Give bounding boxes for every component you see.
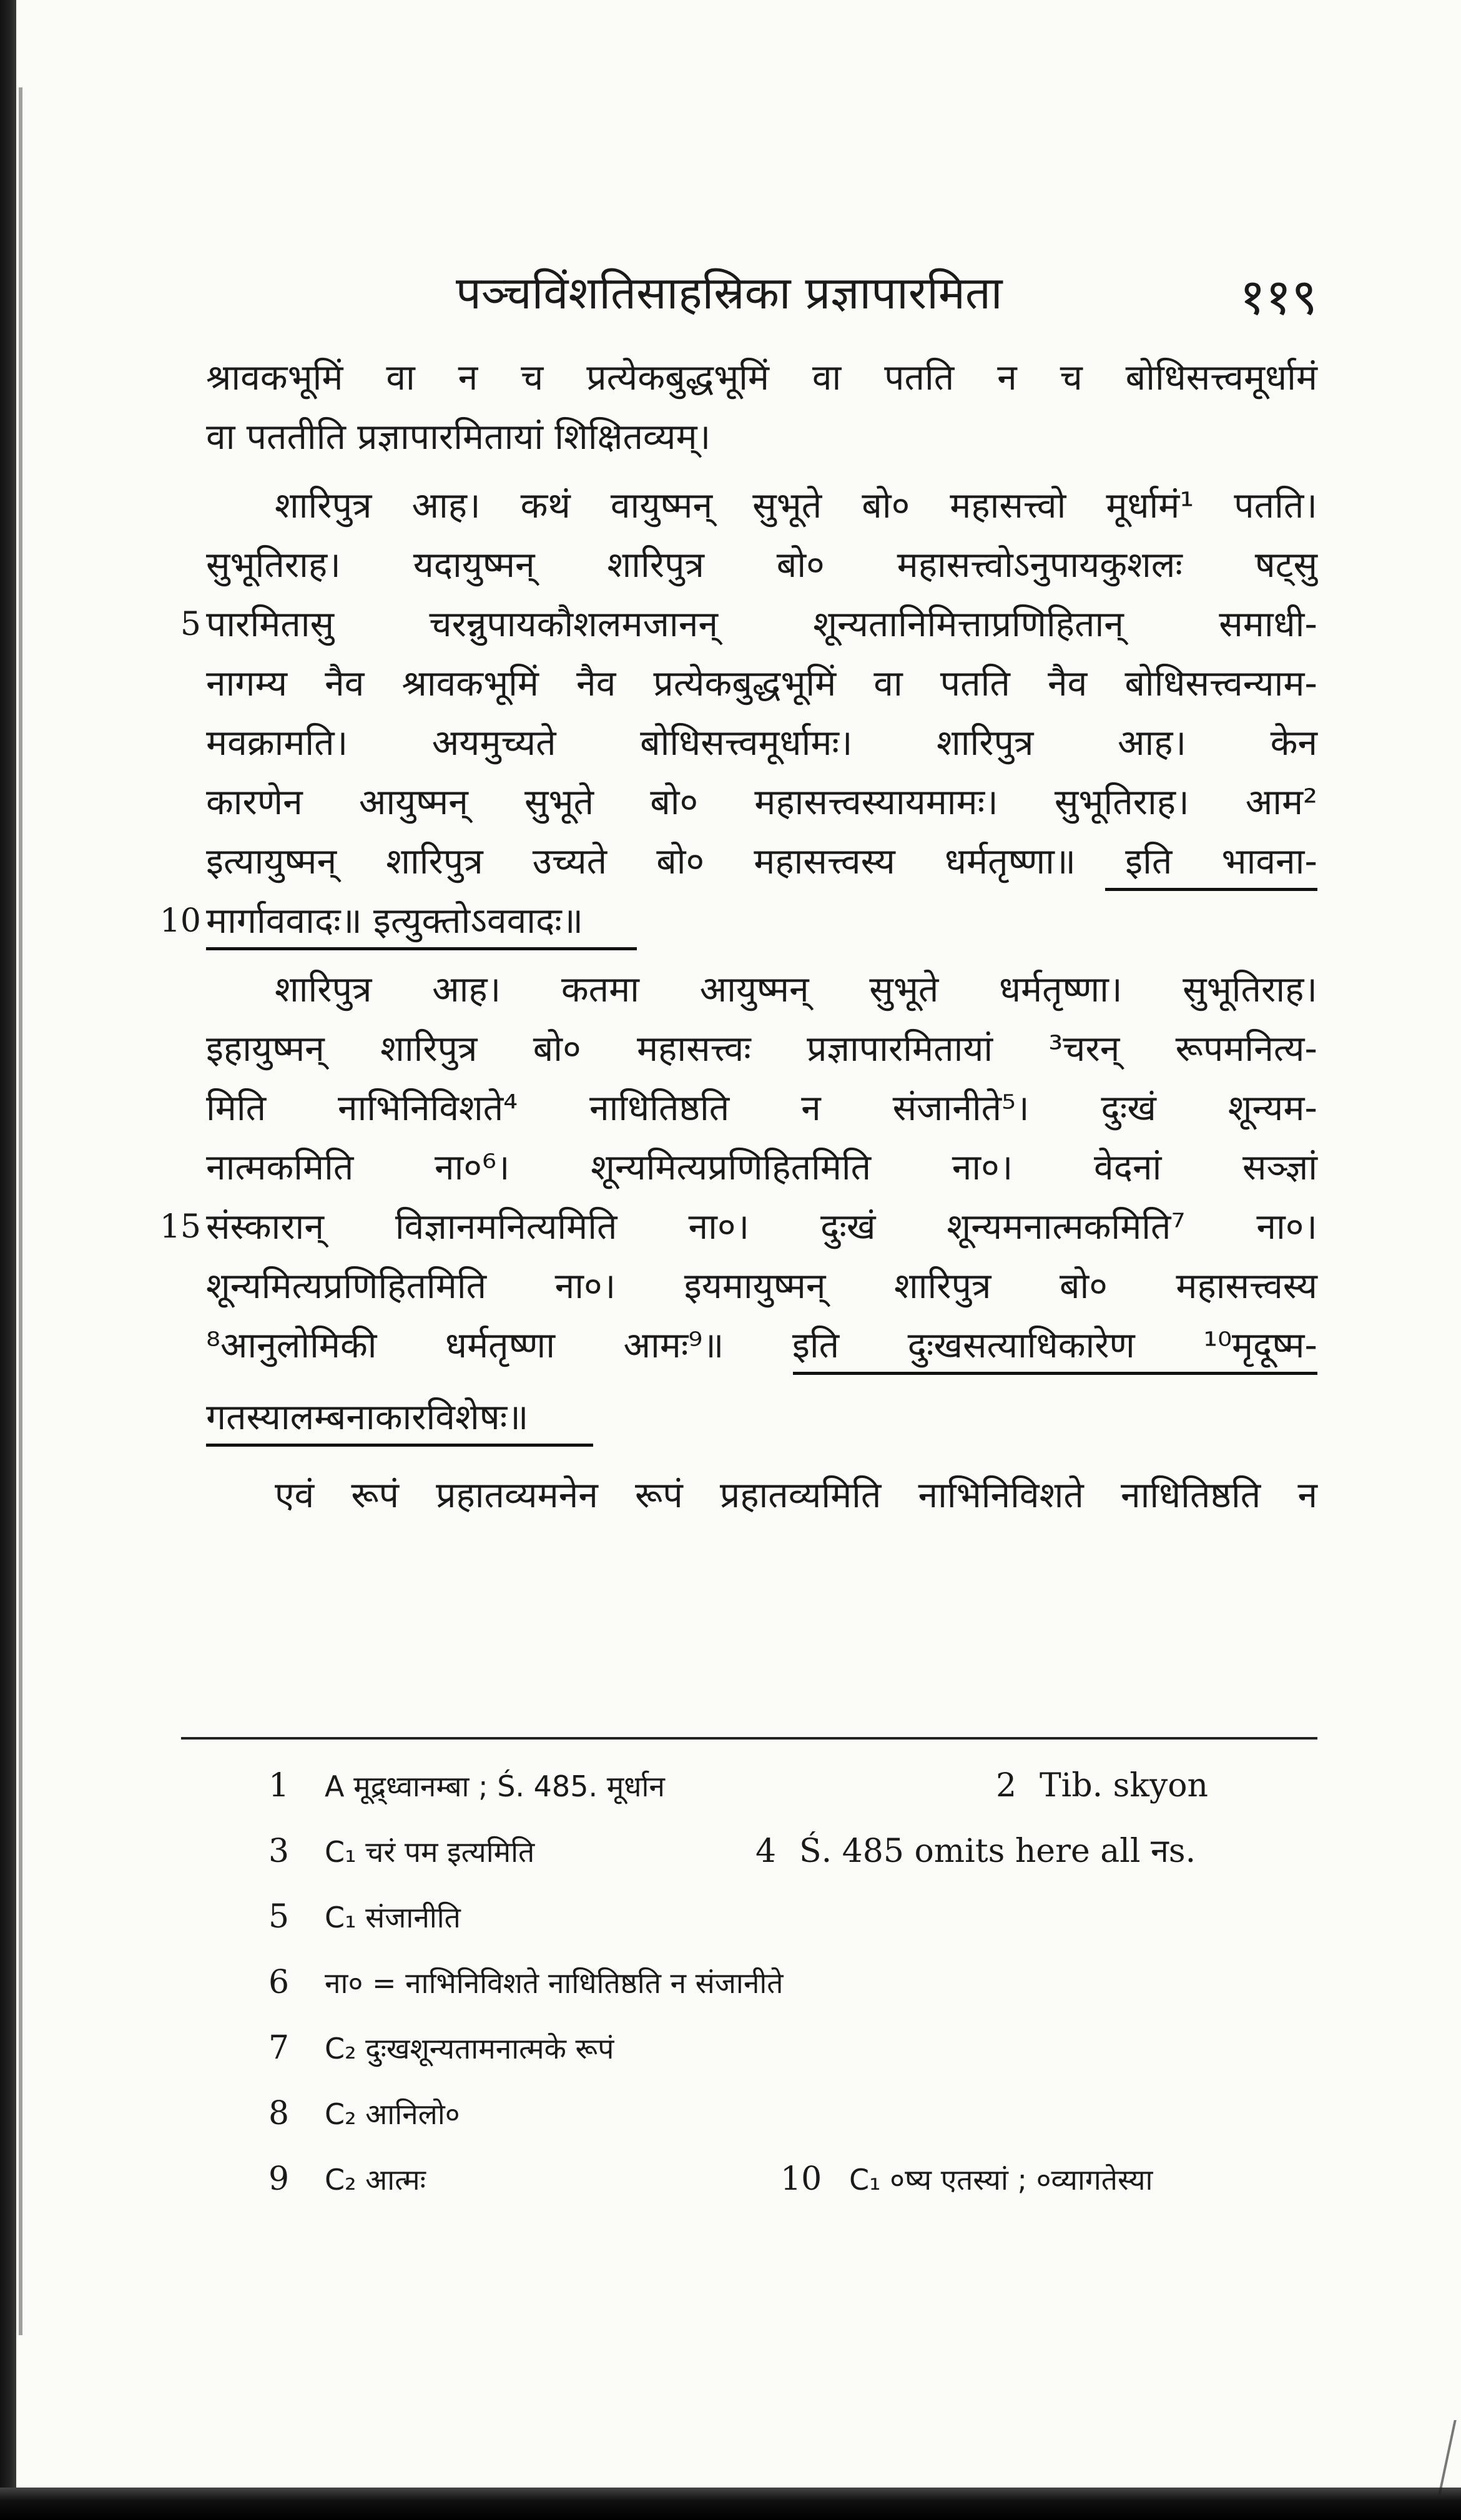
scan-binding-shadow bbox=[19, 87, 22, 2335]
footnote-number: 4 bbox=[755, 1833, 777, 1870]
footnote-text: C₁ संजानीति bbox=[325, 1901, 461, 1934]
text-line: कारणेन आयुष्मन् सुभूते बो० महासत्त्वस्यायमामः। सुभूतिराह। आम² bbox=[206, 782, 1317, 823]
footnote-number: 1 bbox=[268, 1767, 290, 1804]
section-underline bbox=[206, 947, 637, 950]
footnote-text: A मूद्र्ध्वानम्बा ; Ś. 485. मूर्धान bbox=[325, 1769, 665, 1803]
footnote bbox=[780, 2154, 1153, 2204]
footnote-text: C₁ ०ष्य एतस्यां ; ०व्यागतेस्या bbox=[849, 2163, 1153, 2197]
line-number: 15 bbox=[159, 1208, 201, 1246]
text-line: वा पततीति प्रज्ञापारमितायां शिक्षितव्यम्। bbox=[206, 416, 711, 458]
footnote-text: C₁ चरं पम इत्यमिति bbox=[325, 1835, 535, 1869]
footnote-text: Ś. 485 omits here all नs. bbox=[799, 1833, 1196, 1870]
text-line: इत्यायुष्मन् शारिपुत्र उच्यते बो० महासत्त्वस्य धर्मतृष्णा॥ इति भावना- bbox=[206, 841, 1317, 882]
text-line: मार्गाववादः॥ इत्युक्तोऽववादः॥ bbox=[206, 900, 583, 942]
footnote-number: 6 bbox=[268, 1964, 290, 2001]
scan-bottom-edge bbox=[0, 2488, 1461, 2520]
text-line: शारिपुत्र आह। कथं वायुष्मन् सुभूते बो० महासत्त्वो मूर्धामं¹ पतति। bbox=[275, 485, 1317, 526]
line-number: 10 bbox=[159, 902, 201, 940]
text-line: पारमितासु चरन्नुपायकौशलमजानन् शून्यतानिमित्ताप्रणिहितान् समाधी- bbox=[206, 604, 1317, 645]
page-number: ११९ bbox=[1239, 268, 1317, 326]
footnote-text: C₂ आत्मः bbox=[325, 2163, 426, 2197]
text-line: शून्यमित्यप्रणिहितमिति ना०। इयमायुष्मन् शारिपुत्र बो० महासत्त्वस्य bbox=[206, 1266, 1317, 1307]
footnote-number: 3 bbox=[268, 1833, 290, 1870]
text-line: मवक्रामति। अयमुच्यते बोधिसत्त्वमूर्धामः। शारिपुत्र आह। केन bbox=[206, 722, 1317, 764]
section-underline bbox=[206, 1444, 593, 1447]
footnote-number: 7 bbox=[268, 2029, 290, 2067]
footnote-number: 2 bbox=[996, 1767, 1017, 1804]
text-line: सुभूतिराह। यदायुष्मन् शारिपुत्र बो० महासत्त्वोऽनुपायकुशलः षट्सु bbox=[206, 544, 1317, 586]
footnote bbox=[268, 1826, 534, 1876]
text-line: संस्कारान् विज्ञानमनित्यमिति ना०। दुःखं शून्यमनात्मकमिति⁷ ना०। bbox=[206, 1206, 1317, 1248]
footnote-text: Tib. skyon bbox=[1040, 1767, 1209, 1804]
line-number: 5 bbox=[180, 606, 201, 643]
text-line: इहायुष्मन् शारिपुत्र बो० महासत्त्वः प्रज्ञापारमितायां ³चरन् रूपमनित्य- bbox=[206, 1028, 1317, 1070]
text-line: नागम्य नैव श्रावकभूमिं नैव प्रत्येकबुद्धभूमिं वा पतति नैव बोधिसत्त्वन्याम- bbox=[206, 663, 1317, 704]
scan-corner-artifact bbox=[1400, 2420, 1457, 2495]
footnote-number: 9 bbox=[268, 2160, 290, 2198]
footnote-text: C₂ आनिलो० bbox=[325, 2097, 460, 2131]
text-line: श्रावकभूमिं वा न च प्रत्येकबुद्धभूमिं वा पतति न च बोधिसत्त्वमूर्धामं bbox=[206, 357, 1317, 398]
text-line: गतस्यालम्बनाकारविशेषः॥ bbox=[206, 1397, 529, 1438]
footnote bbox=[755, 1826, 1196, 1876]
footnote bbox=[268, 1892, 461, 1942]
scan-left-edge bbox=[0, 0, 16, 2520]
footnote-text: C₂ दुःखशून्यतामनात्मके रूपं bbox=[325, 2032, 614, 2065]
footnote-text: ना० = नाभिनिविशते नाधितिष्ठति न संजानीते bbox=[325, 1966, 784, 2000]
footnote bbox=[268, 2154, 426, 2204]
footnote bbox=[996, 1761, 1208, 1811]
text-line: नात्मकमिति ना०⁶। शून्यमित्यप्रणिहितमिति ना०। वेदनां सञ्ज्ञां bbox=[206, 1147, 1317, 1188]
section-underline bbox=[793, 1372, 1317, 1375]
text-line: शारिपुत्र आह। कतमा आयुष्मन् सुभूते धर्मतृष्णा। सुभूतिराह। bbox=[275, 969, 1317, 1010]
section-underline bbox=[1105, 888, 1317, 891]
running-title: पञ्चविंशतिसाहस्रिका प्रज्ञापारमिता bbox=[456, 267, 1003, 319]
text-line: ⁸आनुलोमिकी धर्मतृष्णा आमः⁹॥ इति दुःखसत्याधिकारेण ¹⁰मृदूष्म- bbox=[206, 1325, 1317, 1366]
footnote bbox=[268, 1761, 665, 1811]
footnote bbox=[268, 1957, 784, 2007]
footnote-number: 5 bbox=[268, 1898, 290, 1936]
footnote-number: 8 bbox=[268, 2095, 290, 2132]
running-header bbox=[206, 261, 1317, 330]
text-line: एवं रूपं प्रहातव्यमनेन रूपं प्रहातव्यमिति नाभिनिविशते नाधितिष्ठति न bbox=[275, 1475, 1317, 1516]
footnote bbox=[268, 2089, 460, 2139]
footnote-number: 10 bbox=[780, 2160, 822, 2198]
text-line: मिति नाभिनिविशते⁴ नाधितिष्ठति न संजानीते⁵। दुःखं शून्यम- bbox=[206, 1088, 1317, 1129]
footnote-separator bbox=[181, 1737, 1317, 1740]
footnote bbox=[268, 2023, 614, 2073]
